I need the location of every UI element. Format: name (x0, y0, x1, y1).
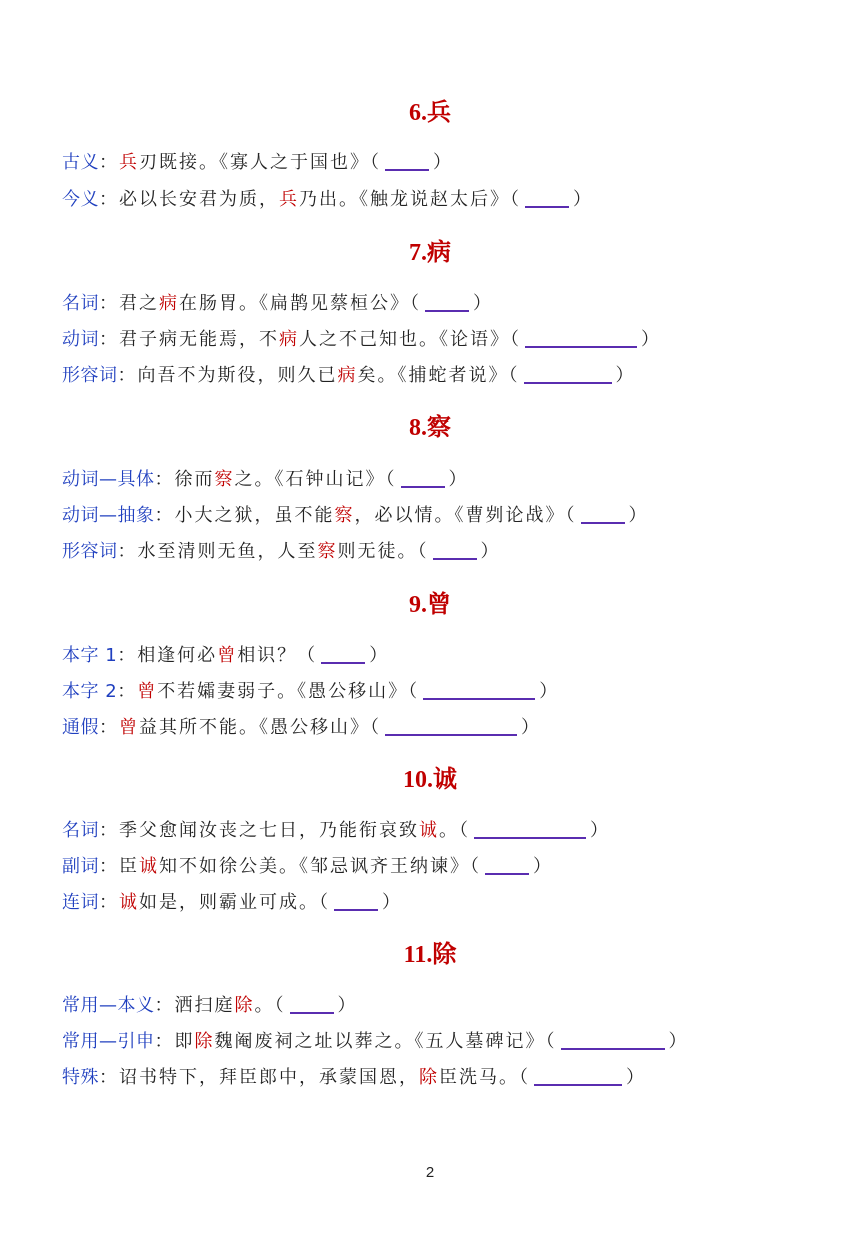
answer-blank[interactable] (433, 540, 477, 560)
answer-blank[interactable] (581, 504, 625, 524)
entry-label: 连词 (62, 892, 99, 913)
highlighted-char: 曾 (217, 645, 238, 666)
entry-text: 君之 (119, 293, 159, 314)
separator: ： (99, 856, 119, 877)
highlighted-char: 诚 (119, 892, 139, 913)
entry-text: 。（ (439, 820, 470, 841)
entry-label: 动词—抽象 (62, 505, 155, 526)
answer-blank[interactable] (321, 644, 365, 664)
answer-blank[interactable] (485, 855, 529, 875)
highlighted-char: 除 (194, 1031, 215, 1052)
section-heading: 11.除 (403, 942, 457, 968)
answer-blank[interactable] (385, 151, 429, 171)
entry-text: 即 (174, 1031, 195, 1052)
entry-label: 动词—具体 (62, 469, 155, 490)
separator: ： (99, 189, 119, 210)
separator: ： (117, 541, 138, 562)
entry-line (62, 537, 501, 567)
entry-line (62, 1027, 689, 1057)
entry-text: 。（ (254, 995, 286, 1016)
entry-label: 副词 (62, 856, 99, 877)
close-paren: ） (433, 152, 453, 173)
close-paren: ） (668, 1031, 689, 1052)
answer-blank[interactable] (524, 364, 612, 384)
close-paren: ） (369, 645, 390, 666)
entry-label: 形容词 (62, 541, 118, 562)
entry-text: 相逢何必 (137, 645, 218, 666)
close-paren: ） (573, 189, 593, 210)
highlighted-char: 兵 (119, 152, 139, 173)
entry-text: 君子病无能焉，不 (119, 329, 279, 350)
entry-line (62, 991, 358, 1021)
entry-line (62, 501, 649, 531)
answer-blank[interactable] (525, 188, 569, 208)
entry-label: 形容词 (62, 365, 118, 386)
answer-blank[interactable] (334, 891, 378, 911)
section-heading: 6.兵 (409, 100, 451, 126)
answer-blank[interactable] (425, 292, 469, 312)
entry-text: 知不如徐公美。《邹忌讽齐王纳谏》（ (159, 856, 481, 877)
section-heading: 9.曾 (409, 592, 451, 618)
answer-blank[interactable] (534, 1066, 622, 1086)
entry-label: 通假 (62, 717, 99, 738)
highlighted-char: 除 (234, 995, 255, 1016)
entry-label: 常用—引申 (62, 1031, 155, 1052)
entry-text: 相识？（ (237, 645, 318, 666)
close-paren: ） (615, 365, 636, 386)
entry-text: 矣。《捕蛇者说》（ (357, 365, 520, 386)
entry-line (62, 185, 593, 215)
entry-text: 洒扫庭 (174, 995, 235, 1016)
entry-text: 如是，则霸业可成。（ (139, 892, 330, 913)
separator: ： (154, 505, 175, 526)
separator: ： (117, 365, 138, 386)
entry-text: 水至清则无鱼，人至 (137, 541, 318, 562)
highlighted-char: 诚 (139, 856, 159, 877)
close-paren: ） (448, 469, 469, 490)
highlighted-char: 病 (337, 365, 358, 386)
entry-line (62, 713, 541, 743)
answer-blank[interactable] (474, 819, 586, 839)
close-paren: ） (533, 856, 553, 877)
entry-text: 则无徒。（ (337, 541, 429, 562)
entry-text: 乃出。《触龙说赵太后》（ (299, 189, 521, 210)
entry-text: ，必以情。《曹刿论战》（ (354, 505, 577, 526)
close-paren: ） (626, 1067, 646, 1088)
entry-line (62, 465, 469, 495)
answer-blank[interactable] (423, 680, 535, 700)
answer-blank[interactable] (561, 1030, 665, 1050)
answer-blank[interactable] (401, 468, 445, 488)
highlighted-char: 曾 (119, 717, 139, 738)
separator: ： (99, 293, 119, 314)
highlighted-char: 除 (419, 1067, 439, 1088)
answer-blank[interactable] (385, 716, 517, 736)
entry-line (62, 361, 636, 391)
entry-label: 动词 (62, 329, 99, 350)
entry-text: 在肠胃。《扁鹊见蔡桓公》（ (179, 293, 421, 314)
separator: ： (99, 820, 119, 841)
page-number: 2 (425, 1164, 435, 1181)
entry-text: 臣洗马。（ (439, 1067, 530, 1088)
entry-line (62, 888, 402, 918)
section-heading: 7.病 (409, 240, 451, 266)
entry-text: 必以长安君为质， (119, 189, 279, 210)
entry-line (62, 677, 559, 707)
entry-line (62, 1063, 646, 1093)
highlighted-char: 察 (214, 469, 235, 490)
entry-label: 常用—本义 (62, 995, 155, 1016)
highlighted-char: 察 (334, 505, 355, 526)
entry-line (62, 148, 453, 178)
entry-text: 诏书特下，拜臣郎中，承蒙国恩， (119, 1067, 419, 1088)
entry-text: 魏阉废祠之址以葬之。《五人墓碑记》（ (214, 1031, 557, 1052)
entry-text: 益其所不能。《愚公移山》（ (139, 717, 381, 738)
separator: ： (99, 152, 119, 173)
entry-line (62, 325, 661, 355)
entry-text: 小大之狱，虽不能 (174, 505, 335, 526)
close-paren: ） (641, 329, 661, 350)
separator: ： (99, 892, 119, 913)
separator: ： (154, 1031, 175, 1052)
section-heading: 10.诚 (403, 767, 457, 793)
entry-line (62, 852, 553, 882)
close-paren: ） (382, 892, 402, 913)
entry-text: 人之不己知也。《论语》（ (299, 329, 521, 350)
answer-blank[interactable] (525, 328, 637, 348)
answer-blank[interactable] (290, 994, 334, 1014)
entry-text: 季父愈闻汝丧之七日，乃能衔哀致 (119, 820, 419, 841)
entry-label: 特殊 (62, 1067, 99, 1088)
highlighted-char: 曾 (137, 681, 158, 702)
highlighted-char: 诚 (419, 820, 439, 841)
entry-label: 今义 (62, 189, 99, 210)
entry-line (62, 816, 610, 846)
close-paren: ） (480, 541, 501, 562)
entry-text: 不若孀妻弱子。《愚公移山》（ (157, 681, 420, 702)
entry-line (62, 289, 493, 319)
entry-label: 本字 2 (62, 681, 118, 702)
entry-text: 刃既接。《寡人之于国也》（ (139, 152, 381, 173)
close-paren: ） (473, 293, 493, 314)
entry-label: 古义 (62, 152, 99, 173)
close-paren: ） (628, 505, 649, 526)
close-paren: ） (337, 995, 358, 1016)
entry-label: 名词 (62, 820, 99, 841)
separator: ： (99, 717, 119, 738)
section-heading: 8.察 (409, 415, 451, 441)
highlighted-char: 兵 (279, 189, 299, 210)
entry-text: 臣 (119, 856, 139, 877)
separator: ： (154, 469, 175, 490)
entry-line (62, 641, 389, 671)
separator: ： (117, 681, 138, 702)
close-paren: ） (539, 681, 560, 702)
highlighted-char: 病 (279, 329, 299, 350)
entry-label: 名词 (62, 293, 99, 314)
highlighted-char: 病 (159, 293, 179, 314)
highlighted-char: 察 (317, 541, 338, 562)
entry-text: 徐而 (174, 469, 215, 490)
separator: ： (99, 329, 119, 350)
close-paren: ） (590, 820, 610, 841)
separator: ： (154, 995, 175, 1016)
entry-text: 向吾不为斯役，则久已 (137, 365, 338, 386)
entry-text: 之。《石钟山记》（ (234, 469, 397, 490)
close-paren: ） (521, 717, 541, 738)
separator: ： (99, 1067, 119, 1088)
entry-label: 本字 1 (62, 645, 118, 666)
separator: ： (117, 645, 138, 666)
